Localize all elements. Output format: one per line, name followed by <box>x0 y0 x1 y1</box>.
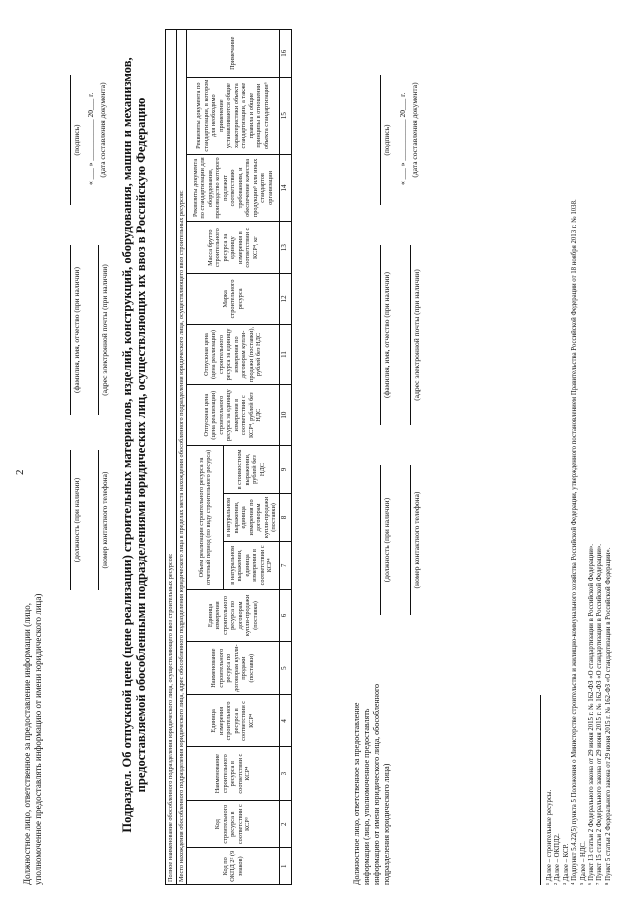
col-price-ksr: Отпускная цена (цена реализации) строительного ресурса за единицу измерения в соответствии с КСР⁴, рублей без НДС <box>187 385 280 446</box>
date2-caption: (дата составления документа) <box>410 82 419 178</box>
table-info-row: Место нахождения обособленного подразделения юридического лица, адрес обособленного подразделения юридического лица в пределах места нахождения обособленного подразделения юридического лица, осуществляющего ввоз строительных ресурсов: <box>176 30 187 885</box>
col-volume-rub: в стоимостном выражении, рублей без НДС <box>224 446 280 494</box>
footnote: ⁶ Пункт 13 статьи 2 Федерального закона от 29 июня 2015 г. № 162-ФЗ «О стандартизации в Российской Федерации». <box>588 544 596 885</box>
footnote: ⁴ Подпункт 5.4.22(5) пункта 5 Положения о Министерстве строительства и жилищно-коммунального хозяйства Российской Федерации, утвержденного постановлением Правительства Российской Федерации от 18 ноября 2013 г. № 1038. <box>571 199 579 885</box>
footnote: ⁷ Пункт 15 статьи 2 Федерального закона от 29 июня 2015 г. № 162-ФЗ «О стандартизации в Российской Федерации». <box>596 544 604 885</box>
table-info-row: Полное наименование обособленного подразделения юридического лица, осуществляющего ввоз строительных ресурсов: <box>166 30 177 885</box>
sig2-position: (должность (при наличии) <box>380 465 391 615</box>
sig2-email: (адрес электронной почты (при наличии) <box>410 245 421 425</box>
footnote: ³ Далее – КСР. <box>562 843 570 885</box>
sig-position: (должность (при наличии) <box>70 450 81 590</box>
sig-fio: (фамилия, имя, отчество (при наличии) <box>70 245 81 415</box>
price-table <box>165 29 292 885</box>
col-gross-mass: Масса брутто строительного ресурса за единицу измерения в соответствии с КСР⁴, кг <box>187 222 280 274</box>
sig-email: (адрес электронной почты (при наличии) <box>98 245 109 415</box>
footnote-separator <box>540 695 541 885</box>
page-number: 2 <box>14 469 26 475</box>
col-ksr-code: Код строительного ресурса в соответствии с КСР³ <box>187 800 280 848</box>
intro-responsible-person: Должностное лицо, ответственное за предоставление информации (лицо, уполномоченное предоставлять информацию от имени юридического лица) <box>22 593 43 885</box>
col-ksr-unit: Единица измерения строительного ресурса в соответствии с КСР⁴ <box>187 695 280 747</box>
date2-line: « ___ » ___________ 20___ г. <box>398 92 407 185</box>
footnote: ¹ Далее – строительные ресурсы. <box>546 789 553 885</box>
col-ksr-name: Наименование строительного ресурса в соответствии с КСР⁴ <box>187 747 280 801</box>
sig-sign: (подпись) <box>70 75 81 205</box>
footnote: ² Далее – ОКПД2. <box>554 833 562 885</box>
col-volume-contract: в натуральном выражении, единица измерения по договорам купли-продажи (поставки) <box>224 494 280 542</box>
date-line: « ___ » ___________ 20___ г. <box>86 92 95 185</box>
col-group-volume: Объем реализации строительного ресурса за отчетный период (по виду строительного ресурса) <box>187 446 224 590</box>
col-contract-unit: Единица измерения строительного ресурса по договорам купли-продажи (поставки) <box>187 589 280 641</box>
col-brand: Марка строительного ресурса <box>187 274 280 325</box>
col-note: Примечание <box>187 30 280 78</box>
col-contract-name: Наименование строительного ресурса по договорам купли-продажи (поставки) <box>187 641 280 695</box>
date-caption: (дата составления документа) <box>98 82 107 178</box>
col-volume-ksr: в натуральном выражении, единица измерения в соответствии с КСР⁴ <box>224 541 280 589</box>
sig2-phone: (номер контактного телефона) <box>410 465 421 615</box>
col-standard-doc-2: Реквизиты документа по стандартизации, в котором для необходимо применение устанавливаются общие характеристики объекта стандартизации, а также правила и общие принципы в отношении объекта стандартизации⁶ <box>187 77 280 154</box>
col-price-contract: Отпускная цена (цена реализации) строительного ресурса за единицу измерения по договорам купли-продажи (поставки), рублей без НДС <box>187 324 280 385</box>
footnote: ⁵ Далее – НДС. <box>579 841 587 885</box>
footnote: ⁸ Пункт 5 статьи 2 Федерального закона от 29 июня 2015 г. № 162-ФЗ «О стандартизации в Российской Федерации». <box>604 547 612 885</box>
mid-responsible-person: Должностное лицо, ответственное за предоставление информации (лицо, уполномоченное предоставлять информацию от имени юридического лица, обособленного подразделения юридического лица) <box>352 683 391 885</box>
sig2-sign: (подпись) <box>380 75 391 205</box>
col-standard-doc: Реквизиты документа по стандартизации для оборудования, производство которого подлежит соответствию требованиям, и обеспечение качества продукции⁵ или иных стандартов организации <box>187 154 280 221</box>
sig-phone: (номер контактного телефона) <box>98 450 109 590</box>
sig2-fio: (фамилия, имя, отчество (при наличии) <box>380 245 391 425</box>
table-header-row <box>187 30 224 885</box>
footnotes <box>546 25 613 885</box>
table-number-row: 1 2 3 4 5 6 7 8 9 10 11 12 13 14 15 16 <box>279 30 291 885</box>
subsection-title: Подраздел. Об отпускной цене (цене реализации) строительных материалов, изделий, конструкций, оборудования, машин и механизмов, предоставляемой обособленными подразделениями юридических лиц, осуществляющих их ввоз в Российскую Федерацию <box>120 57 148 833</box>
col-okpd: Код по ОКПД 2² (9 знаков) <box>187 848 280 885</box>
